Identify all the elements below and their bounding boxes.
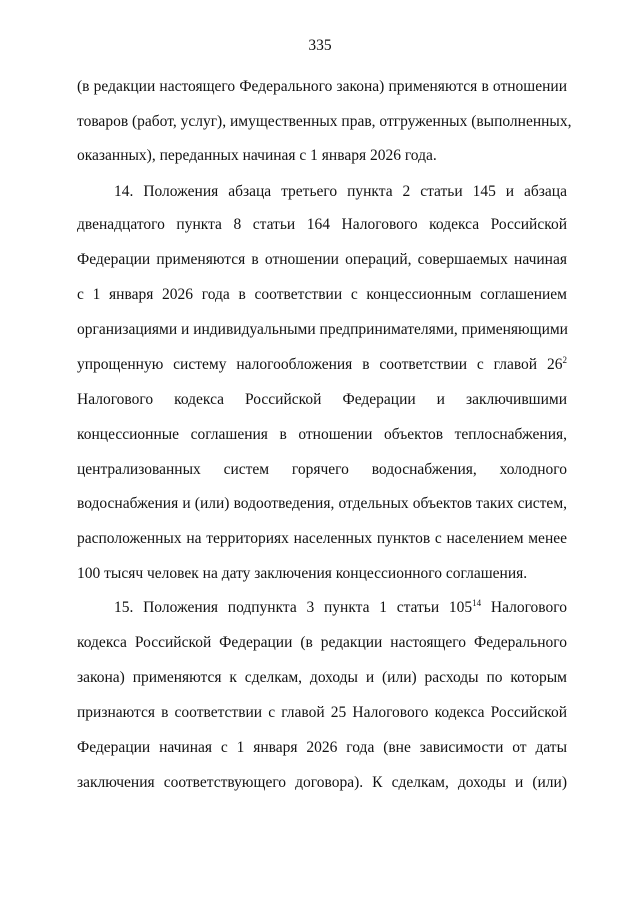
line-text-end: Налогового: [490, 599, 567, 616]
text-line: водоснабжения и (или) водоотведения, отдельных объектов таких систем,: [77, 495, 567, 512]
line-text: 15. Положения подпункта 3 пункта 1 статьи 105: [114, 599, 473, 616]
text-line: закона) применяются к сделкам, доходы и (или) расходы по которым: [77, 669, 567, 686]
text-line: заключения соответствующего договора). К сделкам, доходы и (или): [77, 774, 567, 791]
page-number: 335: [308, 37, 332, 54]
text-line: концессионные соглашения в отношении объектов теплоснабжения,: [77, 426, 567, 443]
text-line: признаются в соответствии с главой 25 Налогового кодекса Российской: [77, 704, 567, 721]
text-line: Федерации применяются в отношении операций, совершаемых начиная: [77, 251, 567, 268]
text-line: двенадцатого пункта 8 статьи 164 Налогового кодекса Российской: [77, 216, 567, 233]
text-line: (в редакции настоящего Федерального закона) применяются в отношении: [77, 78, 567, 95]
text-line: кодекса Российской Федерации (в редакции настоящего Федерального: [77, 634, 567, 651]
text-line: оказанных), переданных начиная с 1 января 2026 года.: [77, 147, 437, 164]
line-text: упрощенную систему налогообложения в соответствии с главой 26: [77, 356, 563, 373]
text-line-with-superscript: [77, 355, 567, 375]
paragraph-15-start: [114, 598, 567, 618]
text-line: с 1 января 2026 года в соответствии с концессионным соглашением: [77, 286, 567, 303]
text-line: расположенных на территориях населенных пунктов с населением менее: [77, 530, 567, 547]
text-line: Федерации начиная с 1 января 2026 года (вне зависимости от даты: [77, 739, 567, 756]
chapter-superscript: 2: [562, 355, 567, 365]
text-line: организациями и индивидуальными предпринимателями, применяющими: [77, 321, 568, 338]
paragraph-14-start: 14. Положения абзаца третьего пункта 2 статьи 145 и абзаца: [114, 183, 567, 200]
article-superscript: 14: [472, 598, 482, 608]
text-line: товаров (работ, услуг), имущественных прав, отгруженных (выполненных,: [77, 113, 572, 130]
text-line: 100 тысяч человек на дату заключения концессионного соглашения.: [77, 565, 528, 582]
text-line: Налогового кодекса Российской Федерации и заключившими: [77, 391, 567, 408]
text-line: централизованных систем горячего водоснабжения, холодного: [77, 461, 567, 478]
